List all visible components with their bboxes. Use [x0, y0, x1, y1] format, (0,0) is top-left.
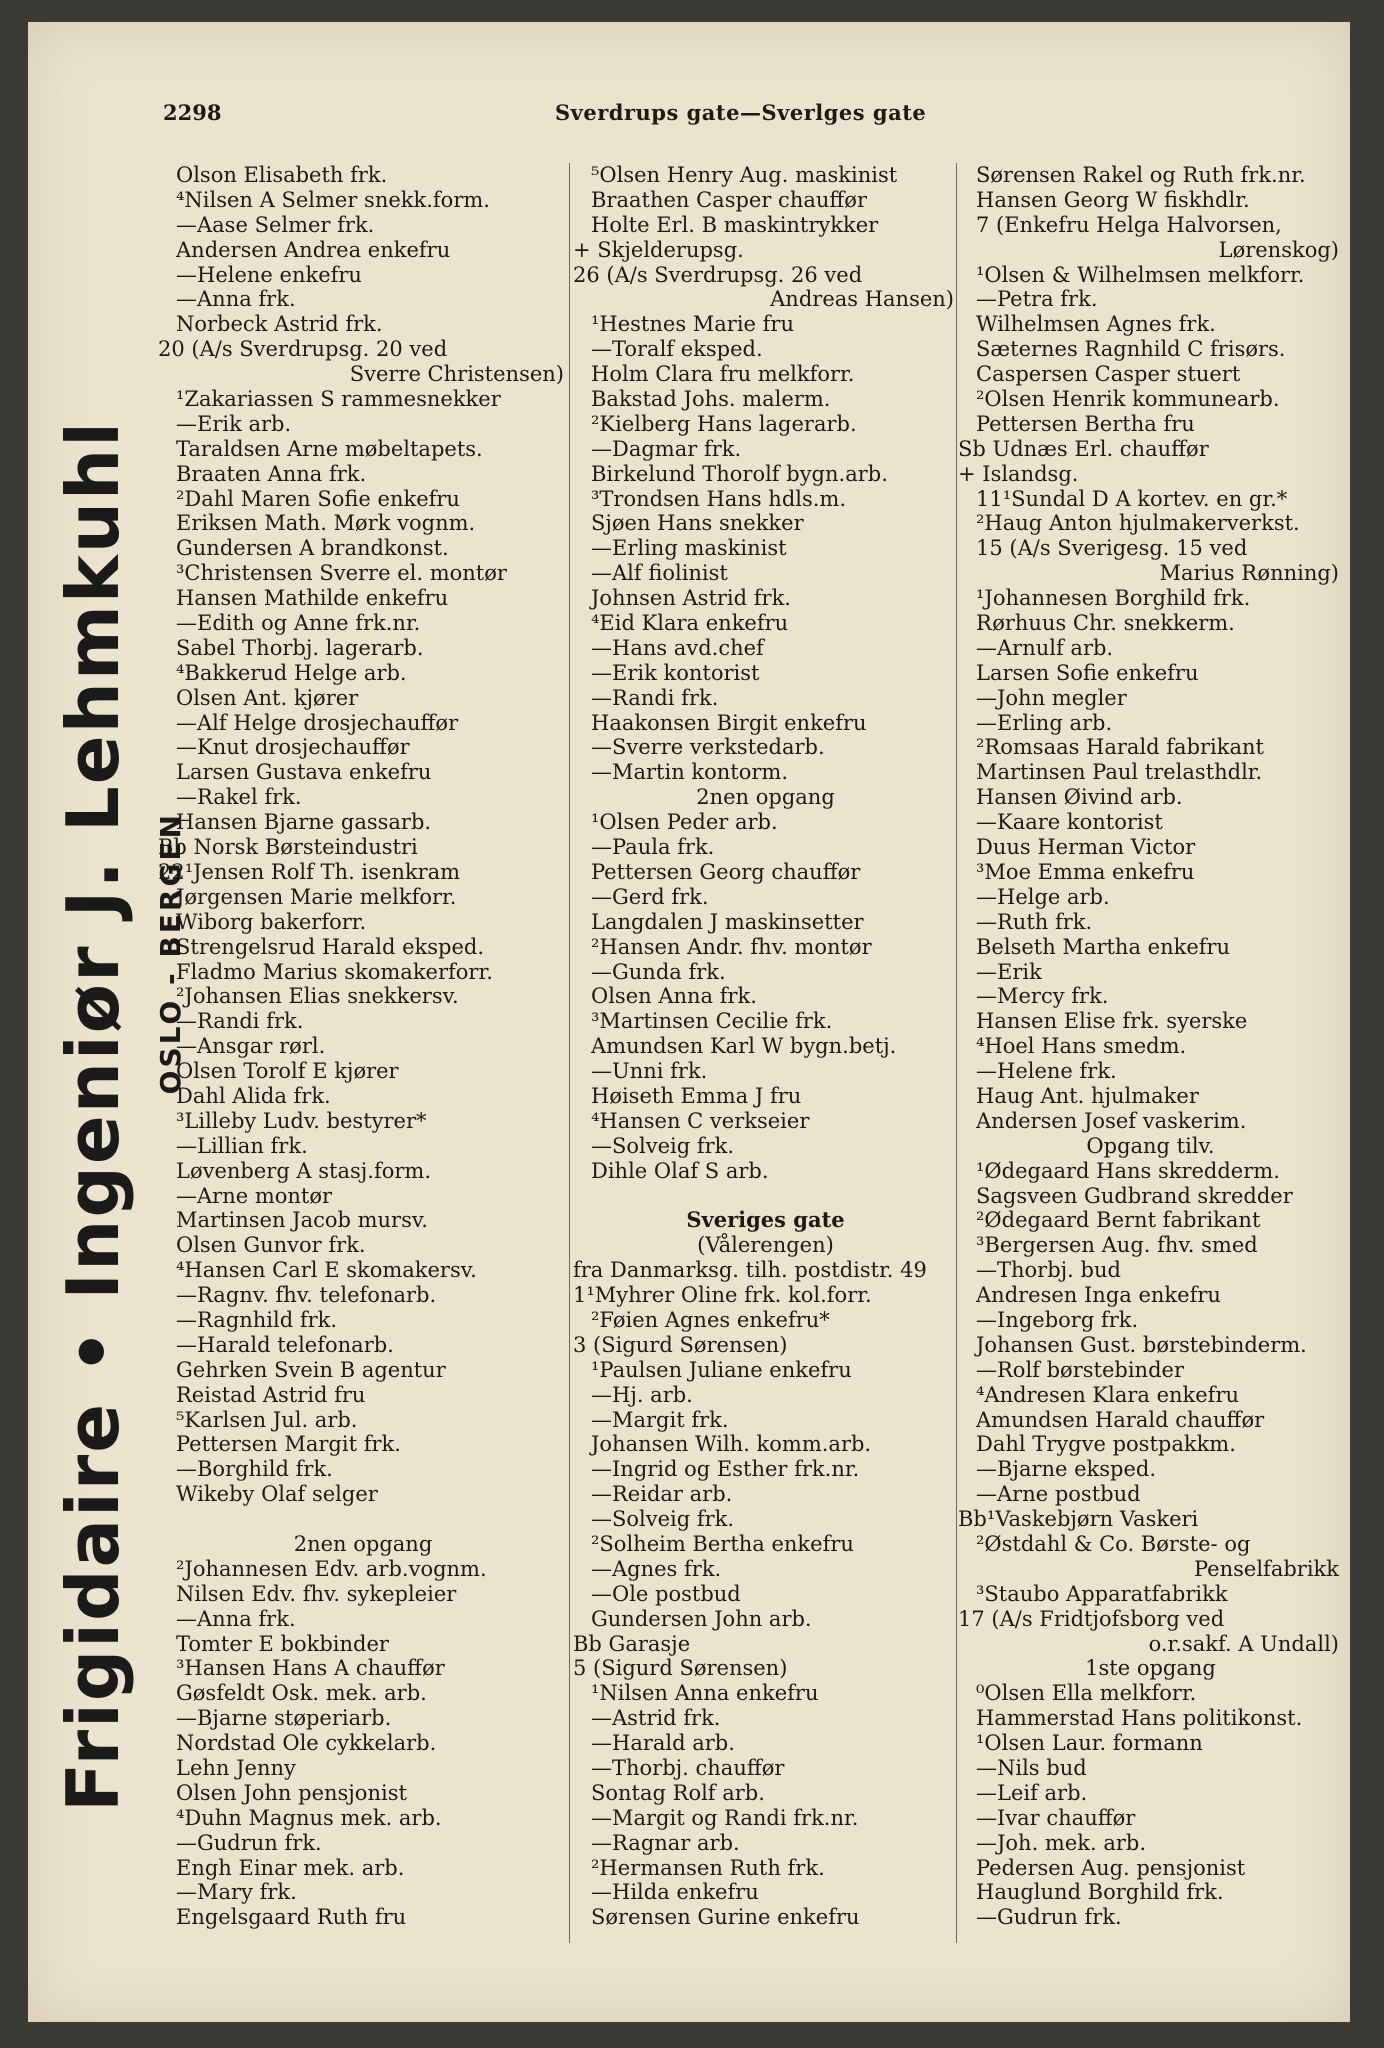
directory-entry: Hansen Georg W fiskhdlr.: [976, 187, 1250, 212]
directory-entry: —Sverre verkstedarb.: [591, 735, 825, 760]
directory-entry: —Erik: [976, 959, 1042, 984]
directory-entry: —Martin kontorm.: [591, 760, 789, 785]
directory-entry: Olsen Gunvor frk.: [176, 1233, 366, 1258]
directory-entry: Sverre Christensen): [349, 362, 564, 387]
directory-entry: [158, 1507, 568, 1532]
page-number: 2298: [163, 100, 222, 125]
directory-entry: —Mary frk.: [176, 1880, 297, 1905]
directory-entry: Martinsen Paul trelasthdlr.: [976, 760, 1263, 785]
directory-entry: —Erling maskinist: [591, 536, 787, 561]
directory-entry: Engh Einar mek. arb.: [176, 1855, 405, 1880]
directory-entry: ²Kielberg Hans lagerarb.: [591, 411, 857, 436]
directory-entry: ⁴Duhn Magnus mek. arb.: [176, 1805, 442, 1830]
directory-entry: 11¹Sundal D A kortev. en gr.*: [976, 486, 1288, 511]
directory-entry: Sørensen Rakel og Ruth frk.nr.: [976, 163, 1306, 187]
directory-entry: ³Martinsen Cecilie frk.: [591, 1009, 833, 1034]
directory-entry: + Islandsg.: [958, 461, 1079, 486]
directory-entry: Johansen Wilh. komm.arb.: [591, 1432, 872, 1457]
directory-entry: ⁴Hansen Carl E skomakersv.: [176, 1258, 477, 1283]
directory-entry: Olson Elisabeth frk.: [176, 163, 388, 187]
directory-entry: —Randi frk.: [591, 685, 719, 710]
directory-entry: Høiseth Emma J fru: [591, 1083, 802, 1108]
directory-entry: —Ivar chauffør: [976, 1805, 1136, 1830]
directory-entry: ³Trondsen Hans hdls.m.: [591, 486, 847, 511]
directory-entry: Olsen John pensjonist: [176, 1780, 407, 1805]
directory-entry: Andreas Hansen): [770, 287, 954, 312]
directory-entry: —Ragnar arb.: [591, 1830, 740, 1855]
directory-entry: Bakstad Johs. malerm.: [591, 387, 831, 412]
directory-entry: Hammerstad Hans politikonst.: [976, 1706, 1303, 1731]
directory-entry: ²Østdahl & Co. Børste- og: [976, 1531, 1251, 1556]
directory-entry: ³Christensen Sverre el. montør: [176, 561, 507, 586]
directory-entry: Dahl Alida frk.: [176, 1083, 331, 1108]
directory-entry: —Ansgar rørl.: [176, 1034, 326, 1059]
directory-entry: —Ingeborg frk.: [976, 1307, 1139, 1332]
directory-entry: Opgang tilv.: [1086, 1133, 1215, 1158]
directory-entry: Fladmo Marius skomakerforr.: [176, 959, 493, 984]
directory-entry: —Dagmar frk.: [591, 436, 742, 461]
directory-entry: —Nils bud: [976, 1756, 1087, 1780]
directory-entry: ²Solheim Bertha enkefru: [591, 1531, 854, 1556]
directory-entry: —Unni frk.: [591, 1059, 708, 1084]
directory-entry: Langdalen J maskinsetter: [591, 909, 864, 934]
directory-entry: Sb Udnæs Erl. chauffør: [958, 436, 1209, 461]
directory-entry: Hauglund Borghild frk.: [976, 1880, 1224, 1905]
directory-entry: Norbeck Astrid frk.: [176, 312, 383, 337]
directory-entry: Taraldsen Arne møbeltapets.: [176, 436, 483, 461]
directory-entry: —Borghild frk.: [176, 1457, 333, 1482]
directory-entry: ²Johannesen Edv. arb.vognm.: [176, 1556, 487, 1581]
directory-entry: —Gudrun frk.: [976, 1905, 1122, 1930]
directory-entry: —Rolf børstebinder: [976, 1357, 1184, 1382]
directory-entry: ⁰Olsen Ella melkforr.: [976, 1681, 1197, 1706]
directory-entry: Andersen Josef vaskerim.: [976, 1108, 1247, 1133]
directory-entry: ³Lilleby Ludv. bestyrer*: [176, 1108, 427, 1133]
directory-entry: Tomter E bokbinder: [176, 1631, 389, 1656]
directory-entry: —Paula frk.: [591, 835, 715, 860]
directory-entry: ²Johansen Elias snekkersv.: [176, 984, 459, 1009]
directory-entry: ¹Johannesen Borghild frk.: [976, 586, 1251, 611]
directory-entry: —Arnulf arb.: [976, 635, 1114, 660]
directory-entry: Pettersen Margit frk.: [176, 1432, 401, 1457]
directory-entry: Løvenberg A stasj.form.: [176, 1158, 432, 1183]
directory-page: [28, 22, 1350, 2022]
side-advertisement: Frigidaire • Ingeniør J. Lehmkuhl OSLO - BERGEN: [51, 420, 187, 1812]
directory-entry: 26 (A/s Sverdrupsg. 26 ved: [573, 262, 863, 287]
directory-entry: —Knut drosjechauffør: [176, 735, 410, 760]
directory-entry: —Hans avd.chef: [591, 635, 764, 660]
directory-entry: —Erik kontorist: [591, 660, 760, 685]
directory-entry: Haug Ant. hjulmaker: [976, 1083, 1199, 1108]
directory-column-2: [573, 163, 958, 1943]
directory-entry: ¹Olsen & Wilhelmsen melkforr.: [976, 262, 1305, 287]
directory-entry: Sagsveen Gudbrand skredder: [976, 1183, 1293, 1208]
directory-entry: Amundsen Harald chauffør: [976, 1407, 1265, 1432]
directory-entry: ²Romsaas Harald fabrikant: [976, 735, 1264, 760]
directory-entry: 15 (A/s Sverigesg. 15 ved: [976, 536, 1248, 561]
directory-entry: Johnsen Astrid frk.: [591, 586, 791, 611]
directory-entry: Penselfabrikk: [1193, 1556, 1339, 1581]
directory-entry: 1¹Myhrer Oline frk. kol.forr.: [573, 1283, 872, 1308]
directory-entry: ⁴Andresen Klara enkefru: [976, 1382, 1240, 1407]
directory-entry: Jørgensen Marie melkforr.: [176, 884, 457, 909]
directory-entry: —Alf Helge drosjechauffør: [176, 710, 459, 735]
directory-entry: —Aase Selmer frk.: [176, 212, 375, 237]
directory-entry: ²Hansen Andr. fhv. montør: [591, 934, 872, 959]
directory-entry: ⁴Hoel Hans smedm.: [976, 1034, 1187, 1059]
directory-entry: —Leif arb.: [976, 1780, 1088, 1805]
directory-entry: Olsen Torolf E kjører: [176, 1059, 399, 1084]
directory-entry: Sæternes Ragnhild C frisørs.: [976, 337, 1286, 362]
directory-entry: (Vålerengen): [697, 1233, 834, 1258]
directory-entry: —Anna frk.: [176, 1606, 296, 1631]
directory-entry: Duus Herman Victor: [976, 835, 1196, 860]
directory-entry: 2nen opgang: [293, 1531, 433, 1556]
directory-entry: —Bjarne eksped.: [976, 1457, 1157, 1482]
directory-entry: —Hj. arb.: [591, 1382, 693, 1407]
directory-entry: Lørenskog): [1218, 237, 1339, 262]
directory-entry: 5 (Sigurd Sørensen): [573, 1656, 788, 1681]
directory-entry: Martinsen Jacob mursv.: [176, 1208, 428, 1233]
directory-entry: ²Olsen Henrik kommunearb.: [976, 387, 1280, 412]
directory-entry: Larsen Gustava enkefru: [176, 760, 432, 785]
directory-entry: Wilhelmsen Agnes frk.: [976, 312, 1216, 337]
directory-entry: Sveriges gate: [686, 1207, 845, 1233]
directory-entry: Dihle Olaf S arb.: [591, 1158, 769, 1183]
directory-entry: 7 (Enkefru Helga Halvorsen,: [976, 212, 1282, 237]
directory-entry: Sjøen Hans snekker: [591, 511, 804, 536]
directory-entry: Amundsen Karl W bygn.betj.: [591, 1034, 897, 1059]
directory-entry: —Ingrid og Esther frk.nr.: [591, 1457, 860, 1482]
directory-entry: ³Hansen Hans A chauffør: [176, 1656, 445, 1681]
directory-entry: + Skjelderupsg.: [573, 237, 744, 262]
column-divider: [569, 163, 570, 1943]
directory-entry: —Margit og Randi frk.nr.: [591, 1805, 859, 1830]
directory-entry: —Helene enkefru: [176, 262, 362, 287]
directory-entry: ²Hermansen Ruth frk.: [591, 1855, 825, 1880]
directory-entry: Johansen Gust. børstebinderm.: [976, 1332, 1307, 1357]
directory-entry: Olsen Ant. kjører: [176, 685, 359, 710]
directory-column-1: [158, 163, 568, 1943]
directory-entry: —Toralf eksped.: [591, 337, 763, 362]
directory-entry: Marius Rønning): [1159, 561, 1339, 586]
directory-entry: Sørensen Gurine enkefru: [591, 1905, 860, 1930]
directory-entry: ³Moe Emma enkefru: [976, 859, 1195, 884]
directory-entry: —Rakel frk.: [176, 785, 302, 810]
directory-entry: —Ole postbud: [591, 1581, 741, 1606]
directory-entry: Bb¹Vaskebjørn Vaskeri: [958, 1507, 1199, 1532]
directory-entry: ²Haug Anton hjulmakerverkst.: [976, 511, 1300, 536]
directory-entry: —Bjarne støperiarb.: [176, 1706, 392, 1731]
ad-city-text: OSLO - BERGEN: [154, 812, 187, 1095]
directory-entry: Wiborg bakerforr.: [176, 909, 367, 934]
running-title: Sverdrups gate—Sverlges gate: [555, 100, 927, 125]
directory-entry: —Lillian frk.: [176, 1133, 308, 1158]
directory-entry: —Solveig frk.: [591, 1133, 735, 1158]
directory-entry: Hansen Mathilde enkefru: [176, 586, 449, 611]
directory-entry: ⁴Nilsen A Selmer snekk.form.: [176, 187, 490, 212]
directory-entry: Braathen Casper chauffør: [591, 187, 867, 212]
directory-entry: ³Bergersen Aug. fhv. smed: [976, 1233, 1258, 1258]
directory-entry: —Gerd frk.: [591, 884, 709, 909]
directory-entry: —Arne postbud: [976, 1482, 1141, 1507]
directory-entry: —Ragnhild frk.: [176, 1307, 338, 1332]
directory-entry: —Erik arb.: [176, 411, 292, 436]
directory-entry: Pettersen Georg chauffør: [591, 859, 861, 884]
directory-entry: ¹Zakariassen S rammesnekker: [176, 387, 501, 412]
directory-entry: Larsen Sofie enkefru: [976, 660, 1199, 685]
directory-entry: —Mercy frk.: [976, 984, 1109, 1009]
directory-entry: ⁵Olsen Henry Aug. maskinist: [591, 163, 898, 187]
directory-entry: —Margit frk.: [591, 1407, 729, 1432]
directory-entry: Hansen Øivind arb.: [976, 785, 1183, 810]
directory-entry: ²Dahl Maren Sofie enkefru: [176, 486, 460, 511]
directory-entry: ²Ødegaard Bernt fabrikant: [976, 1208, 1261, 1233]
directory-entry: Gundersen A brandkonst.: [176, 536, 449, 561]
directory-entry: Strengelsrud Harald eksped.: [176, 934, 485, 959]
directory-entry: fra Danmarksg. tilh. postdistr. 49: [573, 1258, 927, 1283]
directory-entry: —Anna frk.: [176, 287, 296, 312]
directory-entry: —Thorbj. bud: [976, 1258, 1121, 1283]
directory-entry: ⁵Karlsen Jul. arb.: [176, 1407, 358, 1432]
directory-entry: Birkelund Thorolf bygn.arb.: [591, 461, 888, 486]
directory-entry: —Petra frk.: [976, 287, 1098, 312]
directory-entry: Andersen Andrea enkefru: [176, 237, 451, 262]
directory-entry: Belseth Martha enkefru: [976, 934, 1231, 959]
directory-entry: —Randi frk.: [176, 1009, 304, 1034]
directory-entry: —Helene frk.: [976, 1059, 1117, 1084]
directory-entry: Holte Erl. B maskintrykker: [591, 212, 879, 237]
directory-entry: —Thorbj. chauffør: [591, 1756, 785, 1780]
directory-entry: Gøsfeldt Osk. mek. arb.: [176, 1681, 427, 1706]
directory-entry: —Agnes frk.: [591, 1556, 722, 1581]
directory-entry: —Gunda frk.: [591, 959, 726, 984]
directory-entry: —Joh. mek. arb.: [976, 1830, 1147, 1855]
directory-entry: ¹Ødegaard Hans skredderm.: [976, 1158, 1280, 1183]
directory-entry: ¹Olsen Laur. formann: [976, 1731, 1203, 1756]
directory-entry: —Hilda enkefru: [591, 1880, 759, 1905]
directory-entry: Hansen Elise frk. syerske: [976, 1009, 1248, 1034]
directory-entry: Nilsen Edv. fhv. sykepleier: [176, 1581, 457, 1606]
directory-entry: —John megler: [976, 685, 1127, 710]
directory-entry: 17 (A/s Fridtjofsborg ved: [958, 1606, 1225, 1631]
directory-entry: Pettersen Bertha fru: [976, 411, 1195, 436]
directory-entry: Haakonsen Birgit enkefru: [591, 710, 867, 735]
directory-entry: Caspersen Casper stuert: [976, 362, 1241, 387]
directory-entry: Andresen Inga enkefru: [976, 1283, 1221, 1308]
directory-entry: Olsen Anna frk.: [591, 984, 757, 1009]
directory-entry: Rørhuus Chr. snekkerm.: [976, 611, 1235, 636]
directory-entry: [573, 1184, 958, 1209]
directory-entry: 2nen opgang: [696, 785, 835, 810]
directory-entry: Sontag Rolf arb.: [591, 1780, 765, 1805]
directory-entry: ¹Olsen Peder arb.: [591, 810, 778, 835]
directory-entry: —Helge arb.: [976, 884, 1110, 909]
directory-entry: 3 (Sigurd Sørensen): [573, 1332, 788, 1357]
directory-entry: Wikeby Olaf selger: [176, 1482, 378, 1507]
directory-entry: Braaten Anna frk.: [176, 461, 367, 486]
directory-entry: Gehrken Svein B agentur: [176, 1357, 446, 1382]
directory-entry: Sabel Thorbj. lagerarb.: [176, 635, 424, 660]
directory-entry: o.r.sakf. A Undall): [1148, 1631, 1339, 1656]
directory-entry: —Harald telefonarb.: [176, 1332, 394, 1357]
directory-entry: Bb Garasje: [573, 1631, 691, 1656]
directory-entry: ⁴Eid Klara enkefru: [591, 611, 789, 636]
directory-entry: —Ragnv. fhv. telefonarb.: [176, 1283, 437, 1308]
directory-entry: Pedersen Aug. pensjonist: [976, 1855, 1246, 1880]
directory-entry: —Ruth frk.: [976, 909, 1093, 934]
directory-entry: —Alf fiolinist: [591, 561, 728, 586]
directory-entry: —Astrid frk.: [591, 1706, 721, 1731]
directory-column-3: [958, 163, 1343, 1943]
directory-entry: ⁴Bakkerud Helge arb.: [176, 660, 407, 685]
directory-entry: Holm Clara fru melkforr.: [591, 362, 855, 387]
directory-entry: Eriksen Math. Mørk vognm.: [176, 511, 476, 536]
directory-entry: Hansen Bjarne gassarb.: [176, 810, 432, 835]
directory-entry: —Gudrun frk.: [176, 1830, 322, 1855]
directory-entry: ¹Nilsen Anna enkefru: [591, 1681, 819, 1706]
directory-entry: —Reidar arb.: [591, 1482, 733, 1507]
directory-entry: —Edith og Anne frk.nr.: [176, 611, 421, 636]
page-header: [28, 100, 1350, 130]
directory-entry: —Erling arb.: [976, 710, 1113, 735]
directory-entry: Engelsgaard Ruth fru: [176, 1905, 407, 1930]
directory-entry: —Kaare kontorist: [976, 810, 1163, 835]
directory-entry: Dahl Trygve postpakkm.: [976, 1432, 1236, 1457]
directory-entry: ¹Paulsen Juliane enkefru: [591, 1357, 852, 1382]
directory-entry: Nordstad Ole cykkelarb.: [176, 1731, 437, 1756]
directory-entry: 1ste opgang: [1085, 1656, 1216, 1681]
directory-entry: —Harald arb.: [591, 1731, 735, 1756]
directory-entry: ³Staubo Apparatfabrikk: [976, 1581, 1228, 1606]
directory-entry: —Solveig frk.: [591, 1507, 735, 1532]
directory-entry: 20 (A/s Sverdrupsg. 20 ved: [158, 337, 448, 362]
directory-entry: Gundersen John arb.: [591, 1606, 812, 1631]
directory-entry: Bb Norsk Børsteindustri: [158, 835, 418, 860]
directory-entry: Reistad Astrid fru: [176, 1382, 366, 1407]
directory-entry: ¹Hestnes Marie fru: [591, 312, 794, 337]
directory-entry: ⁴Hansen C verkseier: [591, 1108, 810, 1133]
directory-entry: Lehn Jenny: [176, 1756, 296, 1780]
directory-entry: 22¹Jensen Rolf Th. isenkram: [158, 859, 461, 884]
directory-entry: ²Føien Agnes enkefru*: [591, 1307, 830, 1332]
directory-entry: —Arne montør: [176, 1183, 333, 1208]
